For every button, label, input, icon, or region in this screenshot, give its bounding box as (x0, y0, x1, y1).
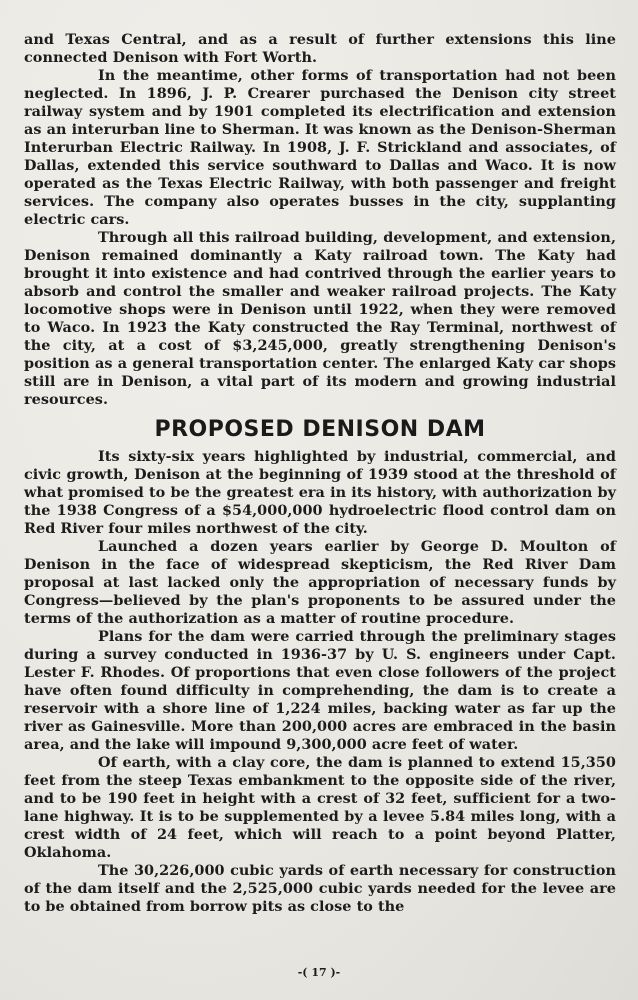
paragraph: Through all this railroad building, development, and extension, Denison remained dominantly a Katy railroad town. The Katy had brought it into existence and had contrived through the earlier years to absorb and control the smaller and weaker railroad projects. The Katy locomotive shops were in Denison until 1922, when they were removed to Waco. In 1923 the Katy constructed the Ray Terminal, northwest of the city, at a cost of $3,245,000, greatly strengthening Denison's position as a general transportation center. The enlarged Katy car shops still are in Denison, a vital part of its modern and growing industrial resources. (24, 229, 616, 408)
paragraph: The 30,226,000 cubic yards of earth necessary for construction of the dam itself and the 2,525,000 cubic yards needed for the levee are to be obtained from borrow pits as close to the (24, 862, 616, 915)
paragraph: In the meantime, other forms of transportation had not been neglected. In 1896, J. P. Crearer purchased the Denison city street railway system and by 1901 completed its electrification and extension as an interurban line to Sherman. It was known as the Denison-Sherman Interurban Electric Railway. In 1908, J. F. Strickland and associates, of Dallas, extended this service southward to Dallas and Waco. It is now operated as the Texas Electric Railway, with both passenger and freight services. The company also operates busses in the city, supplanting electric cars. (24, 67, 616, 228)
paragraph: Launched a dozen years earlier by George D. Moulton of Denison in the face of widespread skepticism, the Red River Dam proposal at last lacked only the appropriation of necessary funds by Congress—believed by the plan's proponents to be assured under the terms of the authorization as a matter of routine procedure. (24, 538, 616, 627)
paragraph: Its sixty-six years highlighted by industrial, commercial, and civic growth, Denison at the beginning of 1939 stood at the threshold of what promised to be the greatest era in its history, with authorization by the 1938 Congress of a $54,000,000 hydroelectric flood control dam on Red River four miles northwest of the city. (24, 448, 616, 537)
paragraph: and Texas Central, and as a result of further extensions this line connected Denison with Fort Worth. (24, 31, 616, 66)
paragraph: Plans for the dam were carried through the preliminary stages during a survey conducted in 1936-37 by U. S. engineers under Capt. Lester F. Rhodes. Of proportions that even close followers of the project have often found difficulty in comprehending, the dam is to create a reservoir with a shore line of 1,224 miles, backing water as far up the river as Gainesville. More than 200,000 acres are embraced in the basin area, and the lake will impound 9,300,000 acre feet of water. (24, 628, 616, 753)
page-number: -( 17 )- (297, 966, 341, 979)
paragraph: Of earth, with a clay core, the dam is planned to extend 15,350 feet from the steep Texas embankment to the opposite side of the river, and to be 190 feet in height with a crest of 32 feet, sufficient for a two-lane highway. It is to be supplemented by a levee 5.84 miles long, with a crest width of 24 feet, which will reach to a point beyond Platter, Oklahoma. (24, 754, 616, 861)
section-heading: PROPOSED DENISON DAM (154, 417, 486, 442)
body-text (24, 31, 616, 409)
body-text (24, 448, 616, 916)
